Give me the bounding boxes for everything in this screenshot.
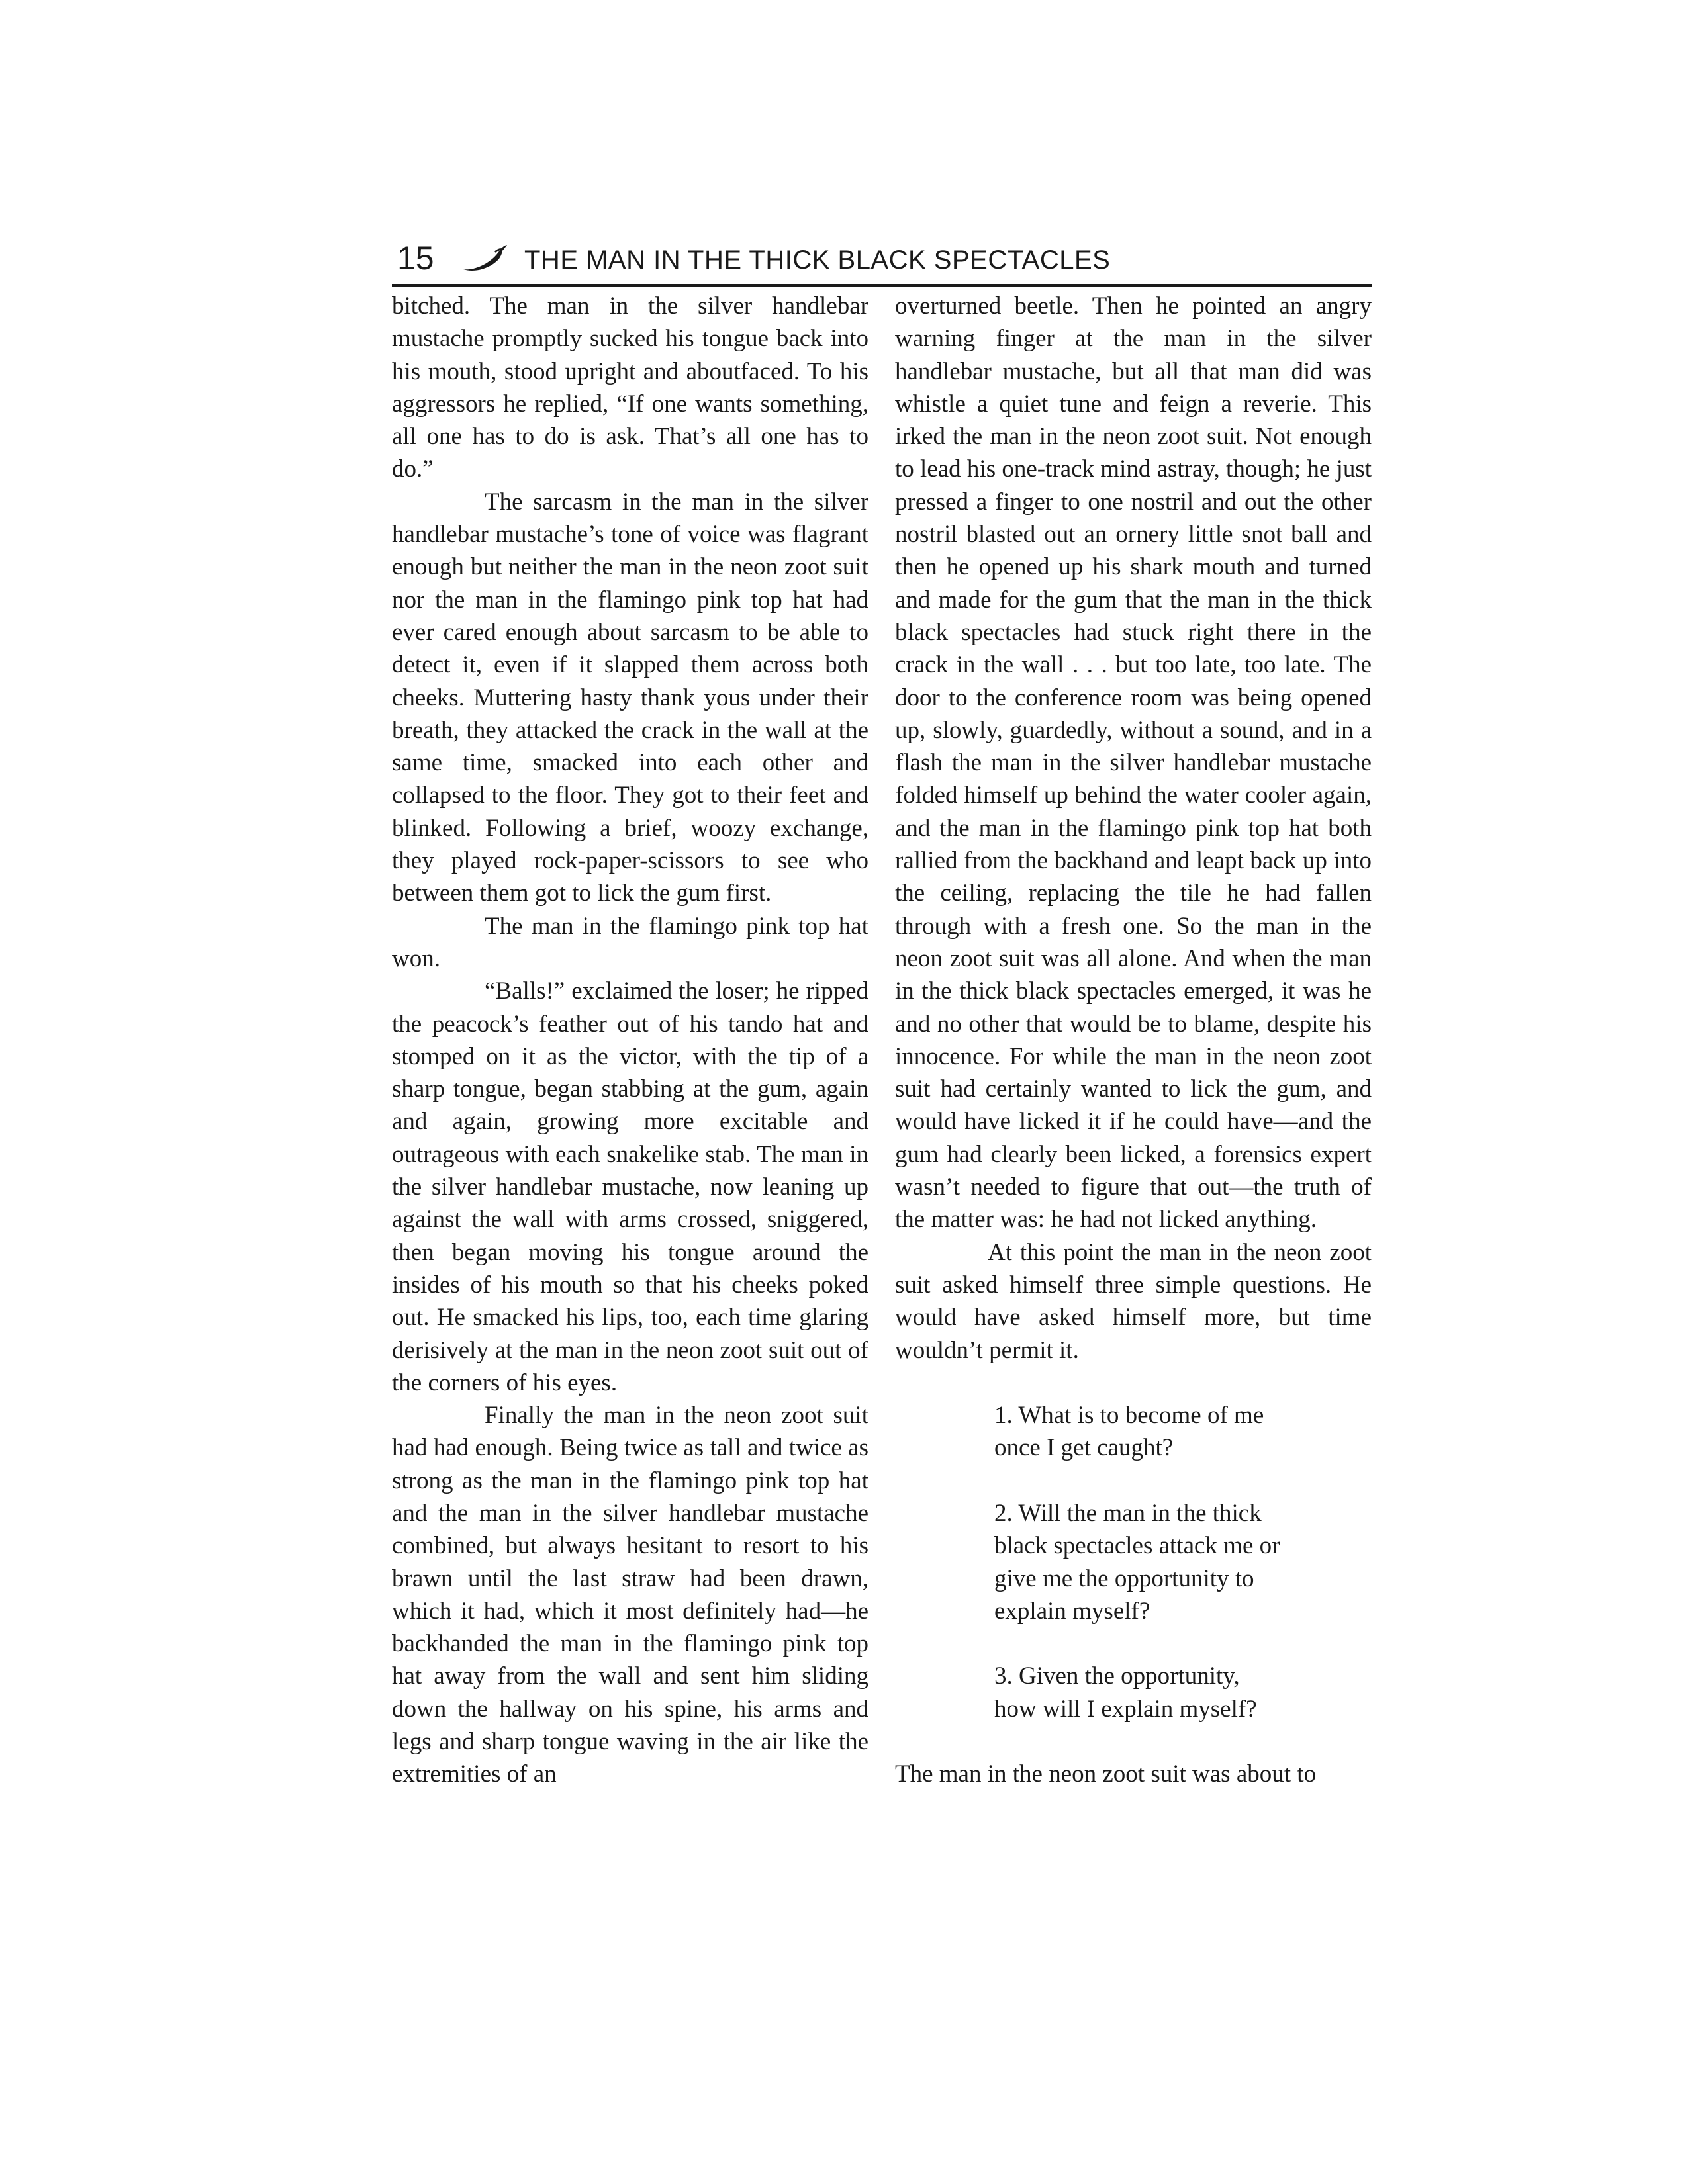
- running-title: THE MAN IN THE THICK BLACK SPECTACLES: [524, 246, 1111, 275]
- paragraph: overturned beetle. Then he pointed an angry warning finger at the man in the silver handlebar mustache, but all that man did was whistle a quiet tune and feign a reverie. This irked the man in the neon zoot suit. Not enough to lead his one-track mind astray, though; he just pressed a finger to one nostril and out the other nostril blasted out an ornery little snot ball and then he opened up his shark mouth and turned and made for the gum that the man in the thick black spectacles had stuck right there in the crack in the wall . . . but too late, too late. The door to the conference room was being opened up, slowly, guardedly, without a sound, and in a flash the man in the silver handlebar mustache folded himself up behind the water cooler again, and the man in the flamingo pink top hat both rallied from the backhand and leapt back up into the ceiling, replacing the tile he had fallen through with a fresh one. So the man in the neon zoot suit was all alone. And when the man in the thick black spectacles emerged, it was he and no other that would be to blame, despite his innocence. For while the man in the neon zoot suit had certainly wanted to lick the gum, and would have licked it if he could have—and the gum had clearly been licked, a forensics expert wasn’t needed to figure that out—the truth of the matter was: he had not licked anything.: [895, 293, 1372, 1234]
- running-header: [392, 235, 1372, 287]
- page-number: 15: [397, 240, 434, 277]
- paragraph: bitched. The man in the silver handlebar mustache promptly sucked his tongue back into his mouth, stood upright and aboutfaced. To his aggressors he replied, “If one wants something, all one has to do is ask. That’s all one has to do.”: [392, 293, 868, 483]
- paragraph: The man in the neon zoot suit was about to: [895, 1760, 1317, 1788]
- paragraph: The sarcasm in the man in the silver handlebar mustache’s tone of voice was flagrant enough but neither the man in the neon zoot suit nor the man in the flamingo pink top hat had ever cared enough about sarcasm to be able to detect it, even if it slapped them across both cheeks. Muttering hasty thank yous under their breath, they attacked the crack in the wall at the same time, smacked into each other and collapsed to the floor. They got to their feet and blinked. Following a brief, woozy exchange, they played rock-paper-scissors to see who between them got to lick the gum first.: [392, 488, 868, 907]
- question-item: 3. Given the opportunity, how will I explain myself?: [994, 1662, 1257, 1723]
- question-item: 2. Will the man in the thick black spectacles attack me or give me the opportunity to explain myself?: [994, 1499, 1280, 1625]
- right-text-column: [895, 290, 1372, 1791]
- paragraph: The man in the flamingo pink top hat won.: [392, 912, 868, 972]
- paragraph: Finally the man in the neon zoot suit had had enough. Being twice as tall and twice as strong as the man in the flamingo pink top hat and the man in the silver handlebar mustache combined, but always hesitant to resort to his brawn until the last straw had been drawn, which it had, which it most definitely had—he backhanded the man in the flamingo pink top hat away from the wall and sent him sliding down the hallway on his spine, his arms and legs and sharp tongue waving in the air like the extremities of an: [392, 1402, 868, 1788]
- spacer: [895, 1367, 1372, 1399]
- question-item: 1. What is to become of me once I get caught?: [994, 1402, 1264, 1462]
- question-list: [994, 1399, 1286, 1725]
- paragraph: “Balls!” exclaimed the loser; he ripped the peacock’s feather out of his tando hat and stomped on it as the victor, with the tip of a sharp tongue, began stabbing at the gum, again and again, growing more excitable and outrageous with each snakelike stab. The man in the silver handlebar mustache, now leaning up against the wall with arms crossed, sniggered, then began moving his tongue around the insides of his mouth so that his cheeks poked out. He smacked his lips, too, each time glaring derisively at the man in the neon zoot suit out of the corners of his eyes.: [392, 978, 868, 1396]
- chili-pepper-icon: [461, 243, 508, 273]
- left-text-column: [392, 290, 868, 1791]
- paragraph: At this point the man in the neon zoot suit asked himself three simple questions. He would have asked himself more, but time wouldn’t permit it.: [895, 1238, 1372, 1364]
